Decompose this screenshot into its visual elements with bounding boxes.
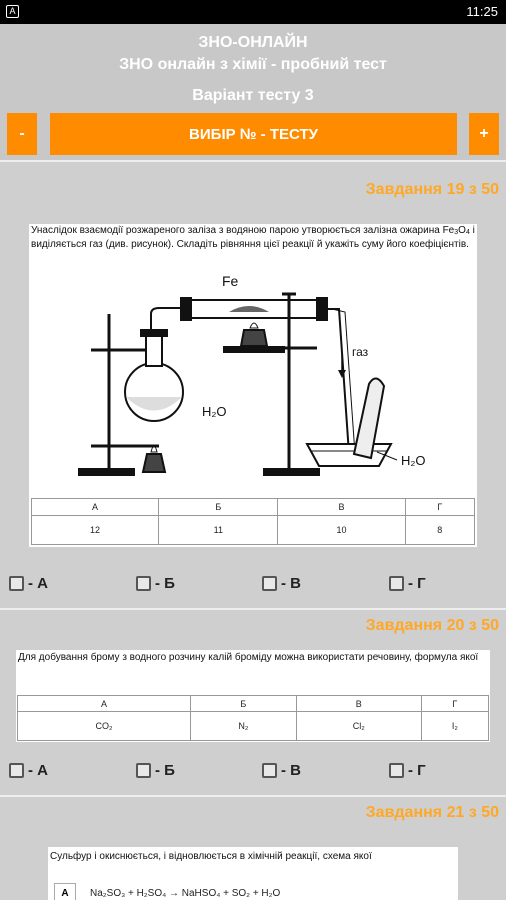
answer-choices-19 bbox=[0, 575, 506, 597]
answer-table-20 bbox=[17, 695, 489, 741]
lab-apparatus-figure bbox=[29, 264, 477, 504]
app-subtitle: ЗНО онлайн з хімії - пробний тест bbox=[119, 56, 387, 73]
choice-g[interactable]: - Г bbox=[389, 762, 426, 779]
label-gas: газ bbox=[352, 345, 369, 359]
answer-header: Г bbox=[421, 696, 488, 712]
checkbox[interactable] bbox=[9, 576, 24, 591]
answer-value: 11 bbox=[159, 516, 278, 545]
question-card-19 bbox=[29, 224, 477, 547]
answer-value: N₂ bbox=[191, 712, 297, 741]
app-title: ЗНО-ОНЛАЙН bbox=[198, 34, 308, 51]
checkbox[interactable] bbox=[262, 763, 277, 778]
choice-v[interactable]: - В bbox=[262, 575, 301, 592]
question-card-21 bbox=[48, 847, 458, 900]
divider bbox=[0, 608, 506, 610]
choice-v[interactable]: - В bbox=[262, 762, 301, 779]
header bbox=[0, 24, 506, 160]
answer-header: А bbox=[18, 696, 191, 712]
status-time: 11:25 bbox=[466, 4, 498, 19]
answer-value: 10 bbox=[278, 516, 405, 545]
answer-header: Б bbox=[159, 499, 278, 516]
divider bbox=[0, 160, 506, 162]
answer-choices-20 bbox=[0, 762, 506, 784]
task-title: Завдання 21 з 50 bbox=[365, 804, 499, 821]
checkbox[interactable] bbox=[389, 576, 404, 591]
choice-a[interactable]: - А bbox=[9, 762, 48, 779]
choice-b[interactable]: - Б bbox=[136, 762, 175, 779]
checkbox[interactable] bbox=[136, 576, 151, 591]
next-test-button[interactable]: + bbox=[469, 113, 499, 155]
question-text: Унаслідок взаємодії розжареного заліза з водяною парою утворюється залізна ожарина Fe3O4 і виділяється газ (див. рисунок). Складіть рівняння цієї реакції й укажіть суму його коефіцієнтів. bbox=[31, 225, 475, 250]
choice-a[interactable]: - А bbox=[9, 575, 48, 592]
answer-header: Б bbox=[191, 696, 297, 712]
checkbox[interactable] bbox=[9, 763, 24, 778]
checkbox[interactable] bbox=[389, 763, 404, 778]
label-fe: Fe bbox=[222, 273, 239, 289]
question-text: Для добування брому з водного розчину калій броміду можна використати речовину, формула якої bbox=[18, 652, 479, 663]
select-test-button[interactable]: ВИБІР № - ТЕСТУ bbox=[50, 113, 457, 155]
app-notification-icon: A bbox=[6, 5, 19, 18]
answer-value: Cl₂ bbox=[296, 712, 421, 741]
answer-value: I₂ bbox=[421, 712, 488, 741]
answer-header: Г bbox=[405, 499, 474, 516]
task-title: Завдання 20 з 50 bbox=[365, 617, 499, 634]
answer-header: А bbox=[32, 499, 159, 516]
checkbox[interactable] bbox=[136, 763, 151, 778]
answer-value: 8 bbox=[405, 516, 474, 545]
choice-b[interactable]: - Б bbox=[136, 575, 175, 592]
label-water-right: H₂O bbox=[401, 453, 426, 468]
answer-header: В bbox=[278, 499, 405, 516]
answer-header: В bbox=[296, 696, 421, 712]
question-text: Сульфур і окиснюється, і відновлюється в хімічній реакції, схема якої bbox=[50, 851, 372, 862]
divider bbox=[0, 795, 506, 797]
option-text: Na₂SO₃ + H₂SO₄ → NaHSO₄ + SO₂ + H₂O bbox=[90, 887, 281, 899]
checkbox[interactable] bbox=[262, 576, 277, 591]
previous-test-button[interactable]: - bbox=[7, 113, 37, 155]
status-bar bbox=[0, 0, 506, 24]
option-letter: А bbox=[54, 883, 76, 900]
task-title: Завдання 19 з 50 bbox=[365, 181, 499, 198]
variant-title: Варіант тесту 3 bbox=[192, 87, 314, 104]
question-card-20 bbox=[16, 650, 490, 742]
answer-value: CO₂ bbox=[18, 712, 191, 741]
answer-value: 12 bbox=[32, 516, 159, 545]
label-water-left: H₂O bbox=[202, 404, 227, 419]
option-row-a bbox=[54, 883, 280, 900]
answer-table-19 bbox=[31, 498, 475, 545]
choice-g[interactable]: - Г bbox=[389, 575, 426, 592]
